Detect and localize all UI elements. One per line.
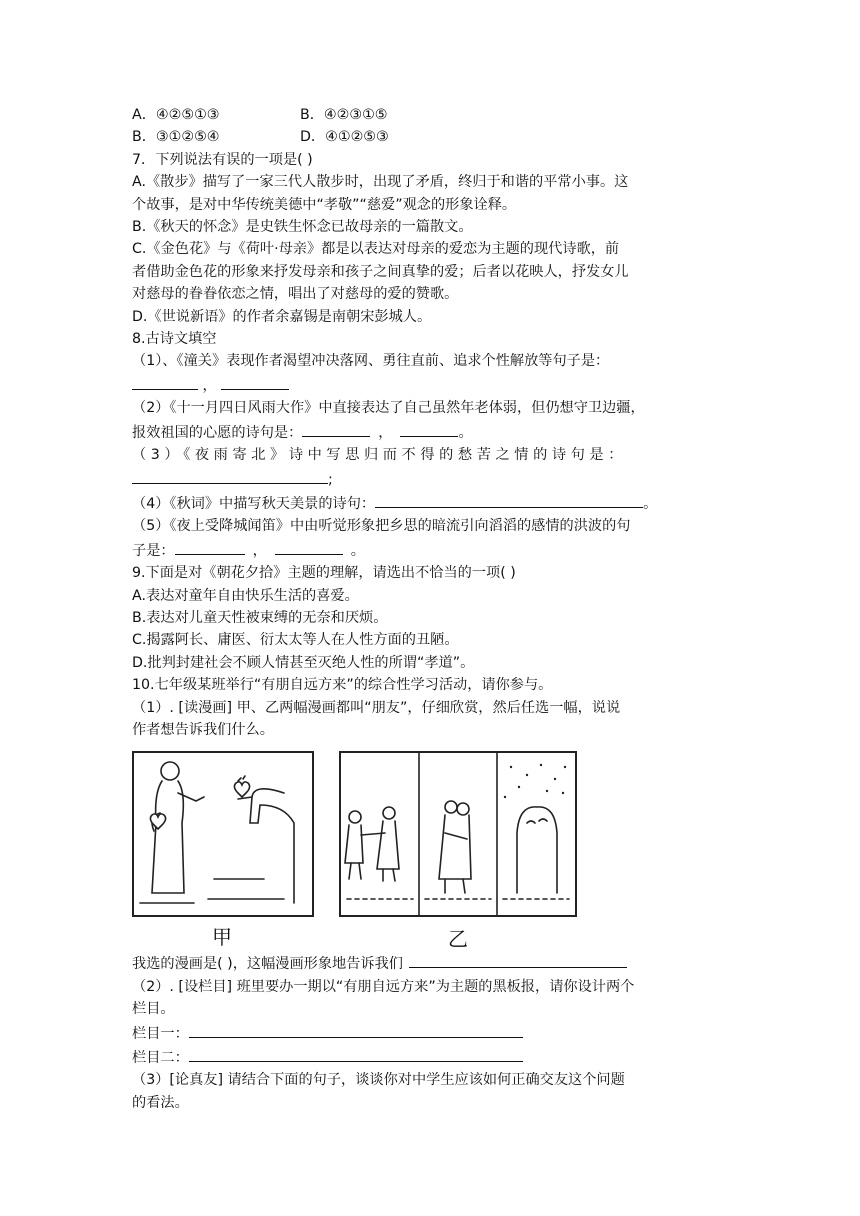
- answer-blank[interactable]: [189, 1045, 523, 1062]
- q10-part3-line-2: 的看法。: [132, 1094, 189, 1111]
- q8-item-1-answer: ，: [132, 373, 732, 397]
- answer-blank[interactable]: [132, 373, 198, 390]
- q7-option-c-line-3: 对慈母的眷眷依恋之情，唱出了对慈母的爱的赞歌。: [132, 286, 459, 303]
- answer-blank[interactable]: [375, 491, 643, 508]
- q7-option-d: D.《世说新语》的作者余嘉锡是南朝宋彭城人。: [132, 308, 432, 325]
- cartoon-jia: [132, 751, 314, 917]
- q9-option-a: A.表达对童年自由快乐生活的喜爱。: [132, 587, 359, 604]
- answer-blank[interactable]: [175, 538, 245, 555]
- worksheet-page: [132, 104, 732, 1114]
- q9-option-b: B.表达对儿童天性被束缚的无奈和厌烦。: [132, 609, 388, 626]
- q6-options-row-2: [132, 126, 732, 148]
- q8-item-1: （1）、《潼关》表现作者渴望冲决落网、勇往直前、追求个性解放等句子是：: [132, 353, 610, 370]
- q8-item-3: （3）《夜雨寄北》诗中写思归而不得的愁苦之情的诗句是：: [132, 447, 628, 464]
- q9-option-d: D.批判封建社会不顾人情甚至灭绝人性的所谓“孝道”。: [132, 654, 475, 671]
- q7-option-b: B.《秋天的怀念》是史铁生怀念已故母亲的一篇散文。: [132, 219, 473, 236]
- option-b: B．④②③①⑤: [300, 107, 388, 123]
- cartoon-caption-yi: 乙: [448, 927, 468, 952]
- answer-blank[interactable]: [275, 538, 343, 555]
- q10-stem: 10.七年级某班举行“有朋自远方来”的综合性学习活动，请你参与。: [132, 677, 553, 694]
- q8-item-3-answer: ;: [132, 467, 732, 491]
- cartoon-yi: [339, 751, 577, 917]
- q8-item-5-line-1: （5）《夜上受降城闻笛》中由听觉形象把乡思的暗流引向滔滔的感情的洪波的句: [132, 518, 631, 535]
- q7-option-a-line-1: A.《散步》描写了一家三代人散步时，出现了矛盾，终归于和谐的平常小事。这: [132, 174, 629, 191]
- answer-blank[interactable]: [409, 951, 627, 968]
- cartoon-caption-jia: 甲: [212, 925, 232, 950]
- option-a: A．④②⑤①③: [132, 107, 220, 123]
- answer-blank[interactable]: [221, 373, 289, 390]
- q7-option-c-line-2: 者借助金色花的形象来抒发母亲和孩子之间真挚的爱；后者以花映人，抒发女儿: [132, 263, 629, 280]
- q8-title: 8.古诗文填空: [132, 331, 217, 348]
- cartoon-jia-drawing: [134, 753, 312, 915]
- q8-item-4: （4）《秋词》中描写秋天美景的诗句： 。: [132, 491, 732, 515]
- q7-option-c-line-1: C.《金色花》与《荷叶·母亲》都是以表达对母亲的爱恋为主题的现代诗歌，前: [132, 241, 620, 258]
- q10-choose-line: 我选的漫画是( )，这幅漫画形象地告诉我们: [132, 951, 732, 975]
- cartoon-yi-drawing: [341, 753, 575, 915]
- column-one-line: 栏目一：: [132, 1021, 732, 1045]
- cartoon-pair: [132, 745, 732, 951]
- answer-blank[interactable]: [400, 420, 458, 437]
- q8-item-2-line-2: 报效祖国的心愿的诗句是： ， 。: [132, 420, 732, 444]
- q10-part3-line-1: （3）[论真友] 请结合下面的句子，谈谈你对中学生应该如何正确交友这个问题: [132, 1072, 625, 1089]
- q10-part1-line-1: （1）. [读漫画] 甲、乙两幅漫画都叫“朋友”，仔细欣赏，然后任选一幅，说说: [132, 699, 621, 716]
- answer-blank[interactable]: [132, 467, 328, 484]
- q6-options-row-1: [132, 104, 732, 126]
- q9-option-c: C.揭露阿长、庸医、衍太太等人在人性方面的丑陋。: [132, 632, 459, 649]
- answer-blank[interactable]: [302, 420, 370, 437]
- q8-item-2-line-1: （2）《十一月四日风雨大作》中直接表达了自己虽然年老体弱，但仍想守卫边疆，: [132, 400, 645, 417]
- option-c: B．③①②⑤④: [132, 129, 220, 146]
- q9-stem: 9.下面是对《朝花夕拾》主题的理解，请选出不恰当的一项( ): [132, 565, 516, 582]
- column-two-line: 栏目二：: [132, 1045, 732, 1069]
- q10-part1-line-2: 作者想告诉我们什么。: [132, 721, 274, 738]
- q8-item-5-line-2: 子是： ， 。: [132, 538, 732, 562]
- q7-option-a-line-2: 个故事，是对中华传统美德中“孝敬”“慈爱”观念的形象诠释。: [132, 196, 517, 213]
- q10-part2-line-2: 栏目。: [132, 1001, 175, 1018]
- answer-blank[interactable]: [189, 1021, 523, 1038]
- q7-stem: 7．下列说法有误的一项是( ): [132, 151, 313, 168]
- option-d: D．④①②⑤③: [300, 129, 389, 146]
- q10-part2-line-1: （2）. [设栏目] 班里要办一期以“有朋自远方来”为主题的黑板报，请你设计两个: [132, 978, 635, 995]
